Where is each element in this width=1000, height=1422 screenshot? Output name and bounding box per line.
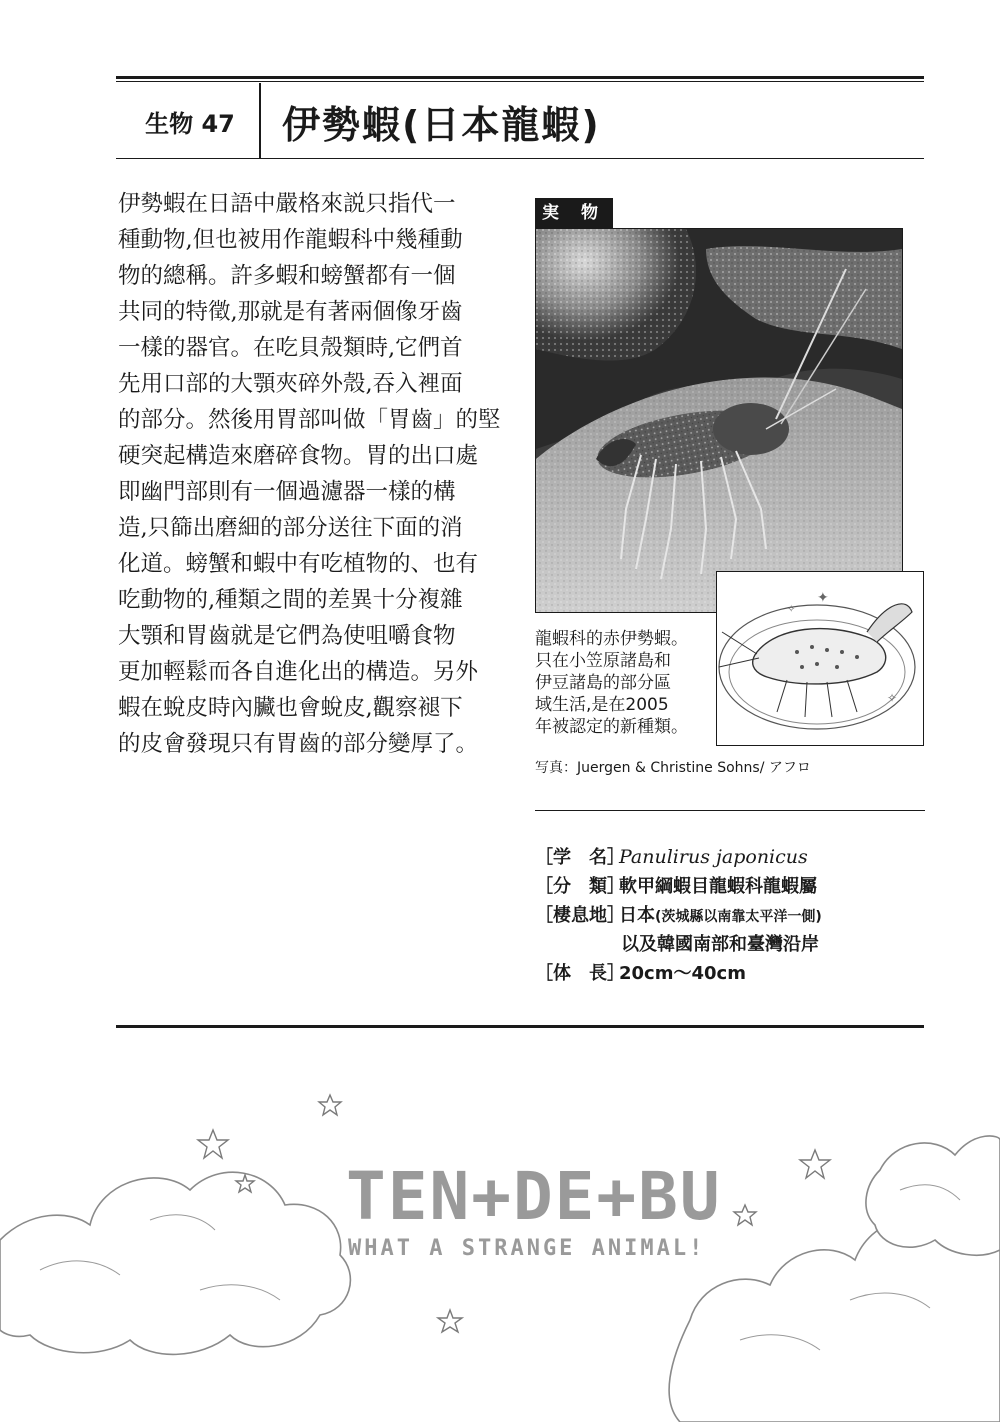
habitat-note: (茨城縣以南靠太平洋一側) (655, 909, 822, 925)
species-info (535, 843, 925, 988)
caption-line: 伊豆諸島的部分區 (535, 673, 671, 693)
body-line: 更加輕鬆而各自進化出的構造。另外 (118, 659, 479, 685)
lobster-photo-image (536, 229, 902, 612)
caption-line: 年被認定的新種類。 (535, 717, 688, 737)
title-divider (259, 83, 261, 158)
info-row-length (535, 959, 925, 988)
info-row-habitat (535, 901, 925, 930)
title-bottom-rule (116, 158, 924, 159)
photo-tag: 実 物 (535, 198, 613, 228)
caption-line: 域生活,是在2005 (535, 695, 669, 715)
habitat-line2: 以及韓國南部和臺灣沿岸 (621, 934, 819, 955)
info-row-classification (535, 872, 925, 901)
body-line: 物的總稱。許多蝦和螃蟹都有一個 (118, 263, 456, 289)
body-line: 化道。螃蟹和蝦中有吃植物的、也有 (118, 551, 479, 577)
info-row-scientific-name (535, 843, 925, 872)
body-line: 伊勢蝦在日語中嚴格來説只指代一 (118, 191, 456, 217)
caption-line: 龍蝦科的赤伊勢蝦。 (535, 629, 688, 649)
body-line: 硬突起構造來磨碎食物。胃的出口處 (118, 443, 479, 469)
lobster-illustration (717, 572, 922, 744)
info-key: ［棲息地］ (535, 905, 625, 926)
habitat: 日本 (619, 905, 655, 926)
body-line: 種動物,但也被用作龍蝦科中幾種動 (118, 227, 463, 253)
star-icon (319, 1095, 341, 1115)
info-rule (535, 810, 925, 811)
body-length: 20cm～40cm (619, 963, 746, 984)
sparkle-icon: ✦ (817, 590, 829, 606)
body-line: 共同的特徵,那就是有著兩個像牙齒 (118, 299, 463, 325)
body-line: 即幽門部則有一個過濾器一樣的構 (118, 479, 456, 505)
sparkle-icon: ✧ (887, 691, 898, 705)
series-logo-subtitle: WHAT A STRANGE ANIMAL! (348, 1236, 706, 1261)
photo-credit: 写真：Juergen & Christine Sohns/ アフロ (535, 760, 811, 776)
star-icon (438, 1310, 462, 1332)
sparkle-icon: ✧ (787, 604, 796, 615)
info-key: ［体 長］ (535, 963, 625, 984)
body-line: 一樣的器官。在吃貝殼類時,它們首 (118, 335, 463, 361)
body-line: 蝦在蛻皮時內臟也會蛻皮,觀察褪下 (118, 695, 463, 721)
page-title: 伊勢蝦(日本龍蝦) (282, 103, 601, 147)
body-line: 的皮會發現只有胃齒的部分變厚了。 (118, 731, 479, 757)
star-icon (800, 1150, 830, 1178)
creature-number-label: 生物 47 (145, 110, 235, 138)
lobster-photo (535, 228, 903, 613)
photo-caption (535, 628, 713, 738)
body-line: 的部分。然後用胃部叫做「胃齒」的堅 (118, 407, 501, 433)
star-icon (198, 1130, 228, 1158)
body-line: 先用口部的大顎夾碎外殼,吞入裡面 (118, 371, 463, 397)
body-line: 大顎和胃齒就是它們為使咀嚼食物 (118, 623, 456, 649)
info-key: ［学 名］ (535, 847, 625, 868)
caption-line: 只在小笠原諸島和 (535, 651, 671, 671)
illustration-inset (716, 571, 924, 746)
body-line: 吃動物的,種類之間的差異十分複雜 (118, 587, 463, 613)
top-rule (116, 76, 924, 79)
top-rule-thin (116, 81, 924, 82)
scientific-name: Panulirus japonicus (619, 846, 808, 868)
classification: 軟甲綱蝦目龍蝦科龍蝦屬 (619, 876, 817, 897)
series-logo: TEN+DE+BU (346, 1158, 722, 1235)
body-text (118, 186, 501, 762)
info-key: ［分 類］ (535, 876, 625, 897)
star-icon (734, 1205, 756, 1225)
info-row-habitat-continued (535, 930, 925, 959)
body-line: 造,只篩出磨細的部分送往下面的消 (118, 515, 463, 541)
bottom-rule (116, 1025, 924, 1028)
